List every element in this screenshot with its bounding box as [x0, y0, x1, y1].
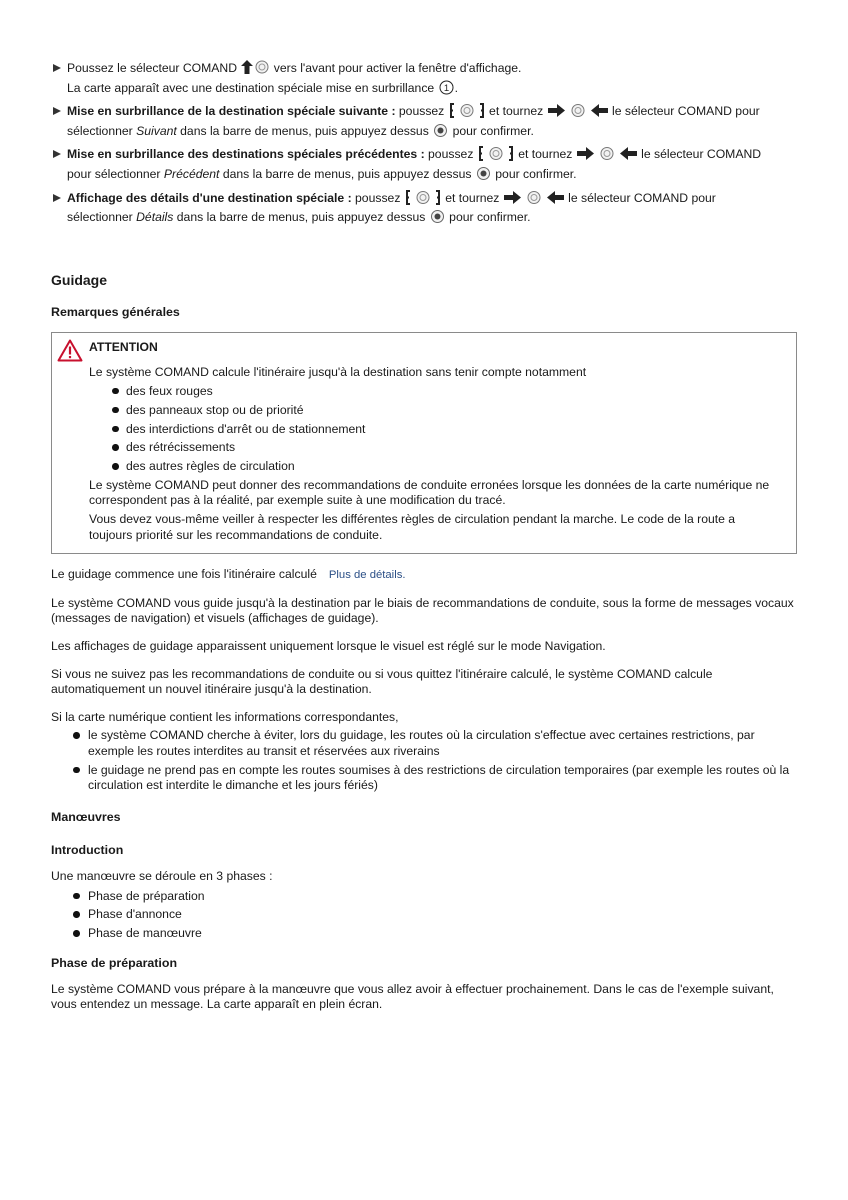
- section-title-guidage: Guidage: [51, 271, 108, 288]
- step-arrow-icon: [53, 194, 61, 202]
- subsection-title-remarques: Remarques générales: [51, 304, 180, 319]
- step-highlight-next: Mise en surbrillance de la destination spéciale suivante : poussez et tournez le sélecteur COMAND pour sélectionner Suivant dans la barre de menus, puis appuyez dessus pour confirmer.: [51, 103, 797, 142]
- warning-triangle-icon: [57, 339, 83, 367]
- guidage-list: [51, 728, 797, 794]
- subsection-title-preparation: Phase de préparation: [51, 955, 178, 970]
- list-item: des feux rouges: [89, 384, 776, 400]
- warning-paragraph: Vous devez vous-même veiller à respecter les différentes règles de circulation pendant la marche. Le code de la route a toujours priorité sur les recommandations de conduite.: [89, 512, 736, 542]
- press-controller-icon: [476, 166, 491, 186]
- step-arrow-icon: [53, 107, 61, 115]
- warning-box: [51, 332, 797, 554]
- warning-title: ATTENTION: [89, 339, 158, 354]
- list-item: Phase de préparation: [51, 889, 797, 905]
- paragraph: Une manœuvre se déroule en 3 phases :: [51, 868, 273, 883]
- press-controller-icon: [430, 209, 445, 229]
- step-arrow-icon: [53, 150, 61, 158]
- turn-controller-icon: [548, 103, 608, 123]
- more-details-link[interactable]: Plus de détails.: [328, 569, 406, 582]
- phases-list: [51, 889, 797, 942]
- arrow-up-controller-icon: [241, 60, 269, 80]
- list-item: le guidage ne prend pas en compte les routes soumises à des restrictions de circulation temporaires (par exemple les routes où la circulation est interdite le dimanche et les jours fériés): [51, 763, 797, 794]
- warning-paragraph: Le système COMAND peut donner des recommandations de conduite erronées lorsque les données de la carte numérique ne correspondent pas à la réalité, par exemple suite à une modification du tracé.: [89, 477, 770, 508]
- paragraph: Les affichages de guidage apparaissent uniquement lorsque le visuel est réglé sur le mode Navigation.: [51, 639, 606, 653]
- push-left-right-controller-icon: [405, 190, 441, 210]
- warning-list: [89, 384, 776, 475]
- turn-controller-icon: [504, 190, 564, 210]
- step-show-details: Affichage des détails d'une destination spéciale : poussez et tournez le sélecteur COMAND pour sélectionner Détails dans la barre de menus, puis appuyez dessus pour confirmer.: [51, 190, 797, 229]
- list-item: des interdictions d'arrêt ou de stationnement: [89, 422, 776, 438]
- turn-controller-icon: [577, 146, 637, 166]
- list-item: des panneaux stop ou de priorité: [89, 403, 776, 419]
- warning-intro: Le système COMAND calcule l'itinéraire jusqu'à la destination sans tenir compte notamment: [89, 365, 587, 380]
- list-item: des autres règles de circulation: [89, 459, 776, 475]
- list-item: Phase d'annonce: [51, 907, 797, 923]
- list-item: le système COMAND cherche à éviter, lors du guidage, les routes où la circulation s'effectue avec certaines restrictions, par exemple les routes interdites au transit et réservées aux riverains: [51, 728, 797, 759]
- push-left-right-controller-icon: [478, 146, 514, 166]
- step-arrow-icon: [53, 64, 61, 72]
- press-controller-icon: [433, 123, 448, 143]
- list-item: des rétrécissements: [89, 440, 776, 456]
- paragraph: Le système COMAND vous guide jusqu'à la destination par le biais de recommandations de conduite, sous la forme de messages vocaux (messages de navigation) et visuels (affichages de guidage).: [51, 595, 794, 626]
- paragraph: Si vous ne suivez pas les recommandations de conduite ou si vous quittez l'itinéraire calculé, le système COMAND calcule automatiquement un nouvel itinéraire jusqu'à la destination.: [51, 666, 713, 697]
- document-page: [51, 60, 797, 1013]
- paragraph: Si la carte numérique contient les informations correspondantes,: [51, 709, 399, 724]
- circled-1-marker-icon: [439, 80, 454, 100]
- step-activate-display: Poussez le sélecteur COMAND vers l'avant pour activer la fenêtre d'affichage. La carte apparaît avec une destination spéciale mise en surbrillance 1 .: [51, 60, 797, 99]
- paragraph: Le guidage commence une fois l'itinéraire calculé Plus de détails.: [51, 567, 406, 582]
- step-highlight-previous: Mise en surbrillance des destinations spéciales précédentes : poussez et tournez le sélecteur COMAND pour sélectionner Précédent dans la barre de menus, puis appuyez dessus pour confirmer.: [51, 146, 797, 185]
- subsection-title-manoeuvres: Manœuvres: [51, 809, 121, 824]
- push-left-right-controller-icon: [449, 103, 485, 123]
- paragraph: Le système COMAND vous prépare à la manœuvre que vous allez avoir à effectuer prochainement. Dans le cas de l'exemple suivant, vous entendez un message. La carte apparaît en plein écran.: [51, 981, 774, 1012]
- subsection-title-introduction: Introduction: [51, 842, 124, 857]
- list-item: Phase de manœuvre: [51, 926, 797, 942]
- svg-text:1: 1: [443, 82, 449, 94]
